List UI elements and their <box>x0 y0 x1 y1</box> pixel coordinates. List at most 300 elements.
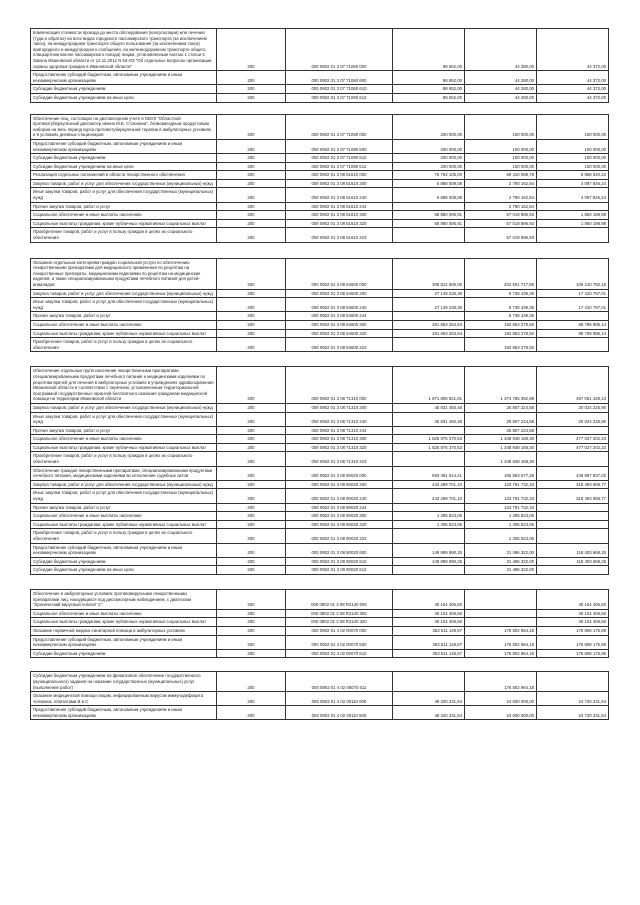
row-planned-amount-cell: 353 611 148,67 <box>393 626 465 635</box>
row-executed-amount-cell: 123 791 732,33 <box>465 480 537 489</box>
row-name-cell: Социальные выплаты гражданам, кроме публичных нормативных социальных выплат <box>31 443 217 452</box>
row-remaining-amount-cell: 5 958 640,22 <box>537 171 609 180</box>
row-admin-code-cell: 200 <box>217 320 286 329</box>
row-admin-code-cell: 200 <box>217 512 286 521</box>
row-planned-amount-cell: 1 825 975 370,53 <box>393 443 465 452</box>
row-budget-code-cell: 000 0902 01 3 08 71310 300 <box>286 435 393 444</box>
row-name-cell: Приобретение товаров, работ и услуг в пользу граждан в целях их социального обеспечения <box>31 529 217 543</box>
row-admin-code-cell: 200 <box>217 162 286 171</box>
row-executed-amount-cell: 9 738 439,35 <box>465 289 537 298</box>
row-admin-code-cell: 200 <box>217 412 286 426</box>
row-remaining-amount-cell: 176 808 176,89 <box>537 649 609 658</box>
row-planned-amount-cell <box>393 672 465 692</box>
row-name-cell: Иные закупки товаров, работ и услуг для обеспечения государственных (муниципальных) нужд <box>31 188 217 202</box>
row-name-cell: Иные закупки товаров, работ и услуг для обеспечения государственных (муниципальных) нужд <box>31 298 217 312</box>
table-row <box>31 114 609 139</box>
row-executed-amount-cell: 31 496 322,00 <box>465 543 537 557</box>
table-spacer-row <box>31 242 609 258</box>
row-planned-amount-cell <box>393 529 465 543</box>
row-name-cell: Прочая закупка товаров, работ и услуг <box>31 312 217 321</box>
row-name-cell: Субсидии бюджетным учреждениям на иные цели <box>31 162 217 171</box>
row-planned-amount-cell <box>393 228 465 242</box>
row-name-cell: Социальные выплаты гражданам, кроме публичных нормативных социальных выплат <box>31 520 217 529</box>
table-row <box>31 426 609 435</box>
row-planned-amount-cell: 49 320 231,64 <box>393 692 465 706</box>
row-planned-amount-cell: 149 899 990,25 <box>393 557 465 566</box>
row-admin-code-cell: 200 <box>217 466 286 480</box>
row-budget-code-cell: 000 0902 01 4 02 00070 611 <box>286 672 393 692</box>
row-budget-code-cell: 000 0902 01 3 08 54600 244 <box>286 312 393 321</box>
row-name-cell: Прочая закупка товаров, работ и услуг <box>31 202 217 211</box>
row-remaining-amount-cell <box>537 452 609 466</box>
row-executed-amount-cell: 1 374 755 392,88 <box>465 367 537 404</box>
row-executed-amount-cell: 44 280,00 <box>465 29 537 71</box>
row-admin-code-cell: 200 <box>217 202 286 211</box>
table-row <box>31 529 609 543</box>
row-executed-amount-cell: 100 000,00 <box>465 162 537 171</box>
row-admin-code-cell: 200 <box>217 71 286 85</box>
row-executed-amount-cell: 2 790 162,84 <box>465 202 537 211</box>
row-planned-amount-cell: 200 000,00 <box>393 139 465 153</box>
row-name-cell: Социальное обеспечение и иные выплаты населению <box>31 512 217 521</box>
row-name-cell: Субсидии бюджетным учреждениям <box>31 85 217 94</box>
row-executed-amount-cell: 1 348 948 168,30 <box>465 435 537 444</box>
row-name-cell: Предоставление субсидий бюджетным, автономным учреждениям и иным некоммерческим организациям <box>31 139 217 153</box>
table-row <box>31 503 609 512</box>
row-remaining-amount-cell: 17 410 797,01 <box>537 289 609 298</box>
row-admin-code-cell: 200 <box>217 452 286 466</box>
row-admin-code-cell: 200 <box>217 139 286 153</box>
row-planned-amount-cell: 442 289 701,10 <box>393 480 465 489</box>
row-executed-amount-cell: 24 600 000,00 <box>465 706 537 720</box>
row-remaining-amount-cell: 477 027 202,23 <box>537 443 609 452</box>
row-name-cell: Иные закупки товаров, работ и услуг для обеспечения государственных (муниципальных) нужд <box>31 489 217 503</box>
row-remaining-amount-cell: 118 403 668,25 <box>537 543 609 557</box>
row-executed-amount-cell: 25 807 224,58 <box>465 412 537 426</box>
row-planned-amount-cell: 1 305 823,06 <box>393 512 465 521</box>
row-budget-code-cell: 000 0902 01 3 08 54600 240 <box>286 298 393 312</box>
row-executed-amount-cell: 9 738 439,35 <box>465 298 537 312</box>
table-row <box>31 557 609 566</box>
row-name-cell: Приобретение товаров, работ и услуг в пользу граждан в целях их социального обеспечения <box>31 338 217 352</box>
table-row <box>31 219 609 228</box>
row-executed-amount-cell: 192 863 278,50 <box>465 338 537 352</box>
table-row <box>31 443 609 452</box>
row-planned-amount-cell: 6 888 009,08 <box>393 188 465 202</box>
row-name-cell: Предоставление субсидий бюджетным, автономным учреждениям и иным некоммерческим организациям <box>31 543 217 557</box>
row-admin-code-cell: 200 <box>217 557 286 566</box>
budget-table-sheet <box>30 28 608 720</box>
table-spacer-row <box>31 102 609 114</box>
row-budget-code-cell: 000 0902 01 4 02 00070 610 <box>286 649 393 658</box>
row-name-cell: Предоставление субсидий бюджетным, автономным учреждениям и иным некоммерческим организациям <box>31 71 217 85</box>
table-row <box>31 139 609 153</box>
row-admin-code-cell: 200 <box>217 211 286 220</box>
row-budget-code-cell: 000 0902 01 3 08 90020 612 <box>286 566 393 575</box>
row-budget-code-cell: 000 0902 01 3 07 71060 000 <box>286 29 393 71</box>
row-executed-amount-cell <box>465 618 537 627</box>
row-executed-amount-cell: 44 280,00 <box>465 85 537 94</box>
row-planned-amount-cell: 88 652,00 <box>393 93 465 102</box>
row-remaining-amount-cell: 88 799 985,14 <box>537 329 609 338</box>
table-row <box>31 171 609 180</box>
row-budget-code-cell: 000 0902 01 3 08 71310 320 <box>286 443 393 452</box>
row-name-cell: Иные закупки товаров, работ и услуг для обеспечения государственных (муниципальных) нужд <box>31 412 217 426</box>
table-row <box>31 635 609 649</box>
row-remaining-amount-cell: 176 808 176,89 <box>537 635 609 649</box>
row-name-cell: Социальные выплаты гражданам, кроме публичных нормативных социальных выплат <box>31 618 217 627</box>
table-row <box>31 228 609 242</box>
row-admin-code-cell: 200 <box>217 179 286 188</box>
row-executed-amount-cell: 192 863 278,50 <box>465 320 537 329</box>
row-budget-code-cell: 000 0902 01 3 07 71090 610 <box>286 154 393 163</box>
table-row <box>31 520 609 529</box>
table-row <box>31 154 609 163</box>
row-remaining-amount-cell <box>537 202 609 211</box>
row-name-cell: Субсидии бюджетным учреждениям <box>31 154 217 163</box>
row-admin-code-cell: 200 <box>217 626 286 635</box>
row-remaining-amount-cell <box>537 312 609 321</box>
table-spacer-row <box>31 352 609 367</box>
row-admin-code-cell: 200 <box>217 329 286 338</box>
row-executed-amount-cell: 192 863 278,50 <box>465 329 537 338</box>
row-budget-code-cell: 000 0902 01 4 02 00070 000 <box>286 626 393 635</box>
row-budget-code-cell: 000 0902 01 3 08 51610 244 <box>286 202 393 211</box>
row-name-cell: Реализация отдельных полномочий в области лекарственного обеспечения <box>31 171 217 180</box>
row-name-cell: Компенсация стоимости проезда до места обследования (консультации) или лечения (туда и обратно) на всех видах городского пассажирского транспорта (за исключением такси), на междугороднем транспорте общего пользования (за исключением такси) пригородного и междугородного сообщения, на железнодорожном транспорте общего, плацкартном вагоне пассажирского поезда) лицам, установленным частью 1 статьи 3 Закона Ивановской области от 12.11.2012 N 93-ОЗ "Об отдельных вопросах организации охраны здоровья граждан в Ивановской области" <box>31 29 217 71</box>
row-budget-code-cell: 000 0902 01 3 07 71090 600 <box>286 139 393 153</box>
row-planned-amount-cell: 88 652,00 <box>393 29 465 71</box>
row-budget-code-cell: 000 0902 01 4 02 00070 600 <box>286 635 393 649</box>
row-admin-code-cell: 200 <box>217 480 286 489</box>
row-budget-code-cell: 000 0902 01 3 07 71090 612 <box>286 162 393 171</box>
row-planned-amount-cell: 353 611 148,67 <box>393 649 465 658</box>
row-remaining-amount-cell <box>537 529 609 543</box>
row-name-cell: Социальные выплаты гражданам, кроме публичных нормативных социальных выплат <box>31 219 217 228</box>
table-row <box>31 329 609 338</box>
row-planned-amount-cell: 281 663 263,64 <box>393 329 465 338</box>
row-admin-code-cell: 200 <box>217 85 286 94</box>
row-remaining-amount-cell <box>537 228 609 242</box>
row-remaining-amount-cell: 40 104 406,60 <box>537 609 609 618</box>
row-planned-amount-cell: 40 104 406,60 <box>393 618 465 627</box>
row-budget-code-cell: 000 0902 01 3 08 90020 600 <box>286 543 393 557</box>
budget-table <box>30 28 609 720</box>
table-row <box>31 566 609 575</box>
table-row <box>31 480 609 489</box>
table-row <box>31 543 609 557</box>
row-name-cell: Оказание первичной медико-санитарной помощи в амбулаторных условиях <box>31 626 217 635</box>
row-budget-code-cell: 000 0902 01 3 08 71310 000 <box>286 367 393 404</box>
row-remaining-amount-cell: 40 104 406,60 <box>537 589 609 609</box>
row-admin-code-cell: 200 <box>217 426 286 435</box>
row-remaining-amount-cell: 20 024 225,90 <box>537 412 609 426</box>
table-row <box>31 452 609 466</box>
row-planned-amount-cell: 49 320 231,64 <box>393 706 465 720</box>
row-executed-amount-cell: 25 807 224,58 <box>465 403 537 412</box>
table-row <box>31 367 609 404</box>
row-planned-amount-cell <box>393 338 465 352</box>
row-remaining-amount-cell: 24 720 231,64 <box>537 706 609 720</box>
row-planned-amount-cell: 40 104 406,60 <box>393 589 465 609</box>
row-executed-amount-cell: 44 280,00 <box>465 93 537 102</box>
row-admin-code-cell: 200 <box>217 589 286 609</box>
row-budget-code-cell: 000 0902 01 3 08 90020 610 <box>286 557 393 566</box>
row-budget-code-cell: 000 0902 01 3 07 71060 612 <box>286 93 393 102</box>
row-budget-code-cell: 000 0902 01 3 08 54600 000 <box>286 258 393 289</box>
row-remaining-amount-cell: 1 860 198,98 <box>537 211 609 220</box>
row-budget-code-cell: 000 0902 01 3 08 90020 000 <box>286 466 393 480</box>
table-row <box>31 211 609 220</box>
row-executed-amount-cell: 176 802 964,18 <box>465 635 537 649</box>
row-remaining-amount-cell: 106 210 782,15 <box>537 258 609 289</box>
row-name-cell: Социальное обеспечение и иные выплаты населению <box>31 435 217 444</box>
row-planned-amount-cell: 45 831 450,48 <box>393 412 465 426</box>
row-admin-code-cell: 200 <box>217 154 286 163</box>
table-row <box>31 489 609 503</box>
row-admin-code-cell: 200 <box>217 338 286 352</box>
row-planned-amount-cell: 308 812 500,00 <box>393 258 465 289</box>
table-row <box>31 435 609 444</box>
row-remaining-amount-cell: 100 000,00 <box>537 162 609 171</box>
row-name-cell: Субсидии бюджетным учреждениям на иные цели <box>31 566 217 575</box>
row-name-cell: Закупка товаров, работ и услуг для обеспечения государственных (муниципальных) нужд <box>31 179 217 188</box>
row-executed-amount-cell: 67 019 896,93 <box>465 219 537 228</box>
row-remaining-amount-cell <box>537 503 609 512</box>
row-name-cell: Субсидии бюджетным учреждениям <box>31 557 217 566</box>
row-budget-code-cell: 000 0902 01 3 07 71090 000 <box>286 114 393 139</box>
row-budget-code-cell: 000 0902 01 3 08 R2140 000 <box>286 589 393 609</box>
row-planned-amount-cell: 1 871 805 821,01 <box>393 367 465 404</box>
row-executed-amount-cell: 25 807 224,58 <box>465 426 537 435</box>
row-executed-amount-cell: 24 600 000,00 <box>465 692 537 706</box>
table-row <box>31 298 609 312</box>
row-budget-code-cell: 000 0902 01 4 02 00110 000 <box>286 692 393 706</box>
table-row <box>31 202 609 211</box>
table-spacer-row <box>31 658 609 672</box>
row-remaining-amount-cell <box>537 338 609 352</box>
row-planned-amount-cell: 68 880 095,91 <box>393 219 465 228</box>
row-budget-code-cell: 000 0902 01 3 08 90020 300 <box>286 512 393 521</box>
row-budget-code-cell: 000 0902 01 3 08 51610 320 <box>286 219 393 228</box>
row-planned-amount-cell: 27 149 236,36 <box>393 289 465 298</box>
table-row <box>31 589 609 609</box>
row-admin-code-cell: 200 <box>217 443 286 452</box>
row-name-cell: Субсидии бюджетным учреждениям на финансовое обеспечение государственного (муниципального) задания на оказание государственных (муниципальных) услуг (выполнение работ) <box>31 672 217 692</box>
row-admin-code-cell: 200 <box>217 114 286 139</box>
row-budget-code-cell: 000 0902 01 3 08 71310 244 <box>286 426 393 435</box>
row-name-cell: Прочая закупка товаров, работ и услуг <box>31 426 217 435</box>
table-row <box>31 258 609 289</box>
row-admin-code-cell: 200 <box>217 529 286 543</box>
row-admin-code-cell: 200 <box>217 228 286 242</box>
row-executed-amount-cell: 156 593 677,28 <box>465 466 537 480</box>
row-planned-amount-cell: 6 888 009,08 <box>393 179 465 188</box>
table-row <box>31 320 609 329</box>
row-name-cell: Обеспечение в амбулаторных условиях противовирусными лекарственными препаратами лиц, находящихся под диспансерным наблюдением, с диагнозом "Хронический вирусный гепатит С" <box>31 589 217 609</box>
row-name-cell: Прочая закупка товаров, работ и услуг <box>31 503 217 512</box>
row-remaining-amount-cell: 1 860 198,98 <box>537 219 609 228</box>
row-planned-amount-cell: 281 663 263,64 <box>393 320 465 329</box>
row-admin-code-cell: 200 <box>217 489 286 503</box>
row-planned-amount-cell: 1 305 823,06 <box>393 520 465 529</box>
row-planned-amount-cell <box>393 426 465 435</box>
row-planned-amount-cell: 40 104 406,60 <box>393 609 465 618</box>
table-row <box>31 179 609 188</box>
table-row <box>31 626 609 635</box>
row-executed-amount-cell: 176 802 964,18 <box>465 672 537 692</box>
row-executed-amount-cell: 69 410 059,78 <box>465 171 537 180</box>
budget-table-body <box>31 29 609 720</box>
row-executed-amount-cell: 100 000,00 <box>465 139 537 153</box>
row-admin-code-cell: 200 <box>217 219 286 228</box>
row-budget-code-cell: 000 0902 01 3 07 71060 600 <box>286 71 393 85</box>
row-remaining-amount-cell: 100 000,00 <box>537 139 609 153</box>
row-executed-amount-cell: 1 348 948 168,30 <box>465 452 537 466</box>
row-executed-amount-cell: 2 790 162,84 <box>465 179 537 188</box>
row-budget-code-cell: 000 0902 01 3 08 51610 200 <box>286 179 393 188</box>
row-planned-amount-cell: 88 652,00 <box>393 71 465 85</box>
row-remaining-amount-cell <box>537 672 609 692</box>
row-admin-code-cell: 200 <box>217 367 286 404</box>
row-remaining-amount-cell: 477 027 202,23 <box>537 435 609 444</box>
row-name-cell: Обеспечение лиц, состоящих на диспансерном учете в ОБУЗ "Областной противотуберкулезный диспансер имени М.Б. Стоюнина", безвозмездным продуктовым набором на весь период курса противотуберкулезной терапии в амбулаторных условиях и в условиях дневных стационаров <box>31 114 217 139</box>
row-executed-amount-cell: 100 000,00 <box>465 154 537 163</box>
table-row <box>31 649 609 658</box>
row-planned-amount-cell: 68 880 095,91 <box>393 211 465 220</box>
row-remaining-amount-cell: 44 372,00 <box>537 85 609 94</box>
row-planned-amount-cell <box>393 452 465 466</box>
table-row <box>31 71 609 85</box>
table-row <box>31 403 609 412</box>
row-planned-amount-cell <box>393 312 465 321</box>
row-name-cell: Субсидии бюджетным учреждениям на иные цели <box>31 93 217 102</box>
row-name-cell: Оказание медицинской помощи лицам, инфицированным вирусом иммунодефицита человека, гепатитами В и С <box>31 692 217 706</box>
row-admin-code-cell: 200 <box>217 649 286 658</box>
row-name-cell: Закупка товаров, работ и услуг для обеспечения государственных (муниципальных) нужд <box>31 480 217 489</box>
row-admin-code-cell: 200 <box>217 635 286 649</box>
row-admin-code-cell: 200 <box>217 618 286 627</box>
row-budget-code-cell: 000 0902 01 3 08 54600 300 <box>286 320 393 329</box>
row-budget-code-cell: 000 0902 01 3 08 54600 323 <box>286 338 393 352</box>
row-name-cell: Обеспечение граждан лекарственными препаратами, специализированными продуктами лечебного питания, медицинскими изделиями во исполнение судебных актов <box>31 466 217 480</box>
row-budget-code-cell: 000 0902 01 3 08 51610 323 <box>286 228 393 242</box>
row-admin-code-cell: 200 <box>217 566 286 575</box>
row-remaining-amount-cell: 318 493 968,77 <box>537 480 609 489</box>
row-remaining-amount-cell: 88 799 985,14 <box>537 320 609 329</box>
row-remaining-amount-cell: 436 897 837,02 <box>537 466 609 480</box>
row-executed-amount-cell: 44 280,00 <box>465 71 537 85</box>
row-planned-amount-cell: 353 611 148,67 <box>393 635 465 649</box>
row-name-cell: Предоставление субсидий бюджетным, автономным учреждениям и иным некоммерческим организациям <box>31 706 217 720</box>
row-remaining-amount-cell: 4 097 846,24 <box>537 188 609 202</box>
row-budget-code-cell: 000 0902 01 3 08 51610 000 <box>286 171 393 180</box>
row-executed-amount-cell: 1 305 823,06 <box>465 512 537 521</box>
row-budget-code-cell: 000 0902 01 3 08 51610 240 <box>286 188 393 202</box>
row-admin-code-cell: 200 <box>217 93 286 102</box>
row-admin-code-cell: 200 <box>217 298 286 312</box>
row-remaining-amount-cell <box>537 426 609 435</box>
row-remaining-amount-cell: 24 720 231,64 <box>537 692 609 706</box>
row-planned-amount-cell: 200 000,00 <box>393 162 465 171</box>
row-budget-code-cell: 000 0902 01 3 08 90020 240 <box>286 489 393 503</box>
row-remaining-amount-cell: 318 493 968,77 <box>537 489 609 503</box>
table-row <box>31 609 609 618</box>
row-name-cell: Социальное обеспечение и иные выплаты населению <box>31 320 217 329</box>
table-row <box>31 618 609 627</box>
row-budget-code-cell: 000 0902 01 3 08 90020 323 <box>286 529 393 543</box>
table-row <box>31 412 609 426</box>
row-budget-code-cell: 000 0902 01 3 08 90020 320 <box>286 520 393 529</box>
row-executed-amount-cell: 1 305 823,06 <box>465 520 537 529</box>
row-remaining-amount-cell: 100 000,00 <box>537 114 609 139</box>
row-budget-code-cell: 000 0902 01 3 08 71310 323 <box>286 452 393 466</box>
row-executed-amount-cell: 67 019 896,93 <box>465 211 537 220</box>
row-executed-amount-cell: 9 738 439,35 <box>465 312 537 321</box>
row-admin-code-cell: 200 <box>217 188 286 202</box>
row-remaining-amount-cell: 44 372,00 <box>537 71 609 85</box>
table-row <box>31 93 609 102</box>
row-remaining-amount-cell: 4 097 846,24 <box>537 179 609 188</box>
row-admin-code-cell: 200 <box>217 520 286 529</box>
row-name-cell: Оказание отдельным категориям граждан социальной услуги по обеспечению лекарственными препаратами для медицинского применения по рецептам на лекарственные препараты, медицинскими изделиями по рецептам на медицинские изделия, а также специализированными продуктами лечебного питания для детей-инвалидов <box>31 258 217 289</box>
table-row <box>31 312 609 321</box>
table-spacer-row <box>31 574 609 589</box>
row-planned-amount-cell: 442 289 701,10 <box>393 489 465 503</box>
table-row <box>31 289 609 298</box>
row-planned-amount-cell: 593 491 514,41 <box>393 466 465 480</box>
row-name-cell: Социальное обеспечение и иные выплаты населению <box>31 211 217 220</box>
table-row <box>31 466 609 480</box>
row-budget-code-cell: 000 0902 01 3 08 71310 200 <box>286 403 393 412</box>
row-budget-code-cell: 000 0902 01 3 08 54600 320 <box>286 329 393 338</box>
row-name-cell: Приобретение товаров, работ и услуг в пользу граждан в целях их социального обеспечения <box>31 228 217 242</box>
row-remaining-amount-cell: 44 372,00 <box>537 29 609 71</box>
row-budget-code-cell: 000 0902 01 3 08 R2140 300 <box>286 609 393 618</box>
row-planned-amount-cell: 45 831 450,48 <box>393 403 465 412</box>
row-executed-amount-cell: 123 791 732,33 <box>465 503 537 512</box>
row-budget-code-cell: 000 0902 01 3 08 90020 244 <box>286 503 393 512</box>
row-name-cell: Социальные выплаты гражданам, кроме публичных нормативных социальных выплат <box>31 329 217 338</box>
row-name-cell: Закупка товаров, работ и услуг для обеспечения государственных (муниципальных) нужд <box>31 289 217 298</box>
table-row <box>31 162 609 171</box>
row-executed-amount-cell: 1 348 948 168,30 <box>465 443 537 452</box>
row-name-cell: Субсидии бюджетным учреждениям <box>31 649 217 658</box>
row-planned-amount-cell: 27 149 236,36 <box>393 298 465 312</box>
row-remaining-amount-cell: 100 000,00 <box>537 154 609 163</box>
row-remaining-amount-cell: 17 410 797,01 <box>537 298 609 312</box>
row-planned-amount-cell: 149 899 990,25 <box>393 543 465 557</box>
row-budget-code-cell: 000 0902 01 3 08 54600 200 <box>286 289 393 298</box>
row-planned-amount-cell: 200 000,00 <box>393 154 465 163</box>
row-budget-code-cell: 000 0902 01 3 08 90020 200 <box>286 480 393 489</box>
row-admin-code-cell: 200 <box>217 29 286 71</box>
row-remaining-amount-cell <box>537 512 609 521</box>
table-row <box>31 672 609 692</box>
row-remaining-amount-cell: 176 808 176,89 <box>537 626 609 635</box>
row-admin-code-cell: 200 <box>217 403 286 412</box>
row-planned-amount-cell: 75 764 105,00 <box>393 171 465 180</box>
row-name-cell: Приобретение товаров, работ и услуг в пользу граждан в целях их социального обеспечения <box>31 452 217 466</box>
row-planned-amount-cell <box>393 566 465 575</box>
row-remaining-amount-cell <box>537 520 609 529</box>
row-admin-code-cell: 200 <box>217 706 286 720</box>
row-admin-code-cell: 200 <box>217 609 286 618</box>
row-admin-code-cell: 200 <box>217 692 286 706</box>
row-remaining-amount-cell: 20 024 225,90 <box>537 403 609 412</box>
row-admin-code-cell: 200 <box>217 258 286 289</box>
row-name-cell: Обеспечение отдельных групп населения лекарственными препаратами, специализированными продуктами лечебного питания и медицинскими изделиями по рецептам врачей для лечения в амбулаторных условиях в учреждениях здравоохранения Ивановской области в соответствии с перечнем, установленным территориальной программой государственных гарантий бесплатного оказания гражданам медицинской помощи на территории Ивановской области <box>31 367 217 404</box>
